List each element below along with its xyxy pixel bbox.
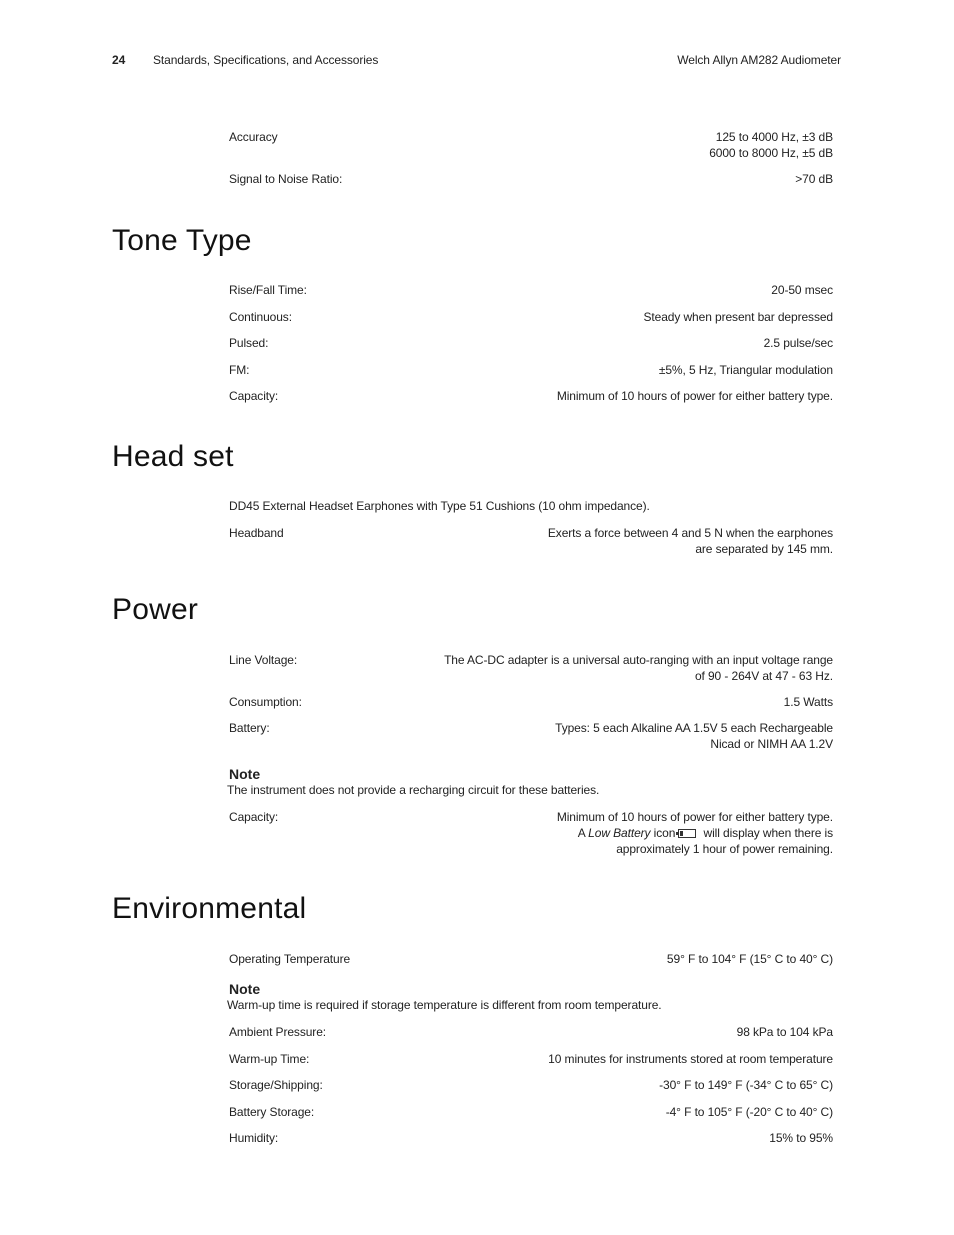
- spec-value-line: The AC-DC adapter is a universal auto-ranging with an input voltage range: [444, 653, 833, 667]
- spec-label: Storage/Shipping:: [229, 1078, 323, 1092]
- spec-label: Ambient Pressure:: [229, 1025, 327, 1039]
- spec-value-line: 59° F to 104° F (15° C to 40° C): [666, 952, 833, 966]
- spec-value-line: approximately 1 hour of power remaining.: [616, 842, 833, 856]
- section-title: Standards, Specifications, and Accessories: [153, 53, 379, 67]
- spec-value-line: 10 minutes for instruments stored at room temperature: [548, 1052, 833, 1066]
- spec-label: Line Voltage:: [229, 653, 298, 667]
- spec-value-line: 125 to 4000 Hz, ±3 dB: [715, 130, 833, 144]
- spec-label: Signal to Noise Ratio:: [229, 172, 343, 186]
- spec-value: [667, 951, 833, 967]
- spec-value: [548, 525, 833, 557]
- note-title: Note: [229, 766, 261, 782]
- spec-value: [557, 809, 833, 857]
- heading-head-set: Head set: [112, 440, 234, 473]
- spec-value-line: 1.5 Watts: [783, 695, 833, 709]
- spec-label: Humidity:: [229, 1131, 279, 1145]
- heading-tone-type: Tone Type: [112, 224, 252, 257]
- spec-value-line: -4° F to 105° F (-20° C to 40° C): [665, 1105, 833, 1119]
- spec-value-line: [557, 825, 833, 841]
- spec-value-line: 6000 to 8000 Hz, ±5 dB: [709, 146, 833, 160]
- low-battery-icon: [678, 829, 696, 838]
- spec-value: [709, 129, 833, 161]
- spec-value-line: Minimum of 10 hours of power for either battery type.: [556, 810, 833, 824]
- note-text: The instrument does not provide a recharging circuit for these batteries.: [227, 783, 600, 797]
- spec-value-line: are separated by 145 mm.: [695, 542, 833, 556]
- spec-label: Warm-up Time:: [229, 1052, 310, 1066]
- spec-value: [644, 309, 834, 325]
- spec-value: [666, 1104, 833, 1120]
- spec-label: FM:: [229, 363, 250, 377]
- note-title: Note: [229, 981, 261, 997]
- spec-value-line: 2.5 pulse/sec: [763, 336, 833, 350]
- spec-value-line: Types: 5 each Alkaline AA 1.5V 5 each Rechargeable: [555, 721, 833, 735]
- spec-value: [769, 1130, 833, 1146]
- document-title: Welch Allyn AM282 Audiometer: [677, 53, 841, 67]
- spec-label: Operating Temperature: [229, 952, 351, 966]
- spec-value-line: Minimum of 10 hours of power for either battery type.: [556, 389, 833, 403]
- spec-value-line: -30° F to 149° F (-34° C to 65° C): [659, 1078, 833, 1092]
- spec-label: Capacity:: [229, 389, 279, 403]
- spec-value-line: Exerts a force between 4 and 5 N when the earphones: [547, 526, 833, 540]
- spec-value-line: >70 dB: [795, 172, 833, 186]
- spec-value-line: 98 kPa to 104 kPa: [736, 1025, 833, 1039]
- spec-label: Accuracy: [229, 130, 278, 144]
- spec-value: [737, 1024, 833, 1040]
- spec-value-line: of 90 - 264V at 47 - 63 Hz.: [694, 669, 833, 683]
- spec-value-line: 15% to 95%: [769, 1131, 833, 1145]
- spec-value-line: Steady when present bar depressed: [643, 310, 833, 324]
- spec-value: [771, 282, 833, 298]
- spec-label: Rise/Fall Time:: [229, 283, 307, 297]
- capacity-text-pre: A: [577, 826, 585, 840]
- heading-environmental: Environmental: [112, 892, 307, 925]
- capacity-text-em: Low Battery: [588, 826, 651, 840]
- spec-label: Pulsed:: [229, 336, 269, 350]
- spec-label: Capacity:: [229, 810, 279, 824]
- headset-description: DD45 External Headset Earphones with Type 51 Cushions (10 ohm impedance).: [229, 499, 650, 513]
- spec-label: Continuous:: [229, 310, 292, 324]
- spec-value: [795, 171, 833, 187]
- spec-value: [659, 1077, 833, 1093]
- spec-label: Battery Storage:: [229, 1105, 315, 1119]
- spec-value-line: 20-50 msec: [771, 283, 833, 297]
- spec-label: Consumption:: [229, 695, 302, 709]
- spec-value: [548, 1051, 833, 1067]
- capacity-text-post: will display when there is: [703, 826, 833, 840]
- spec-value: [555, 720, 833, 752]
- spec-value: [764, 335, 833, 351]
- spec-label: Battery:: [229, 721, 270, 735]
- spec-value-line: Nicad or NIMH AA 1.2V: [710, 737, 833, 751]
- heading-power: Power: [112, 593, 199, 626]
- capacity-text-mid: icon: [653, 826, 676, 840]
- spec-value: [659, 362, 833, 378]
- spec-value: [784, 694, 833, 710]
- spec-value-line: ±5%, 5 Hz, Triangular modulation: [658, 363, 833, 377]
- spec-label: Headband: [229, 526, 284, 540]
- spec-value: [557, 388, 833, 404]
- note-text: Warm-up time is required if storage temperature is different from room temperature.: [227, 998, 662, 1012]
- spec-value: [444, 652, 833, 684]
- page-number: 24: [112, 53, 126, 67]
